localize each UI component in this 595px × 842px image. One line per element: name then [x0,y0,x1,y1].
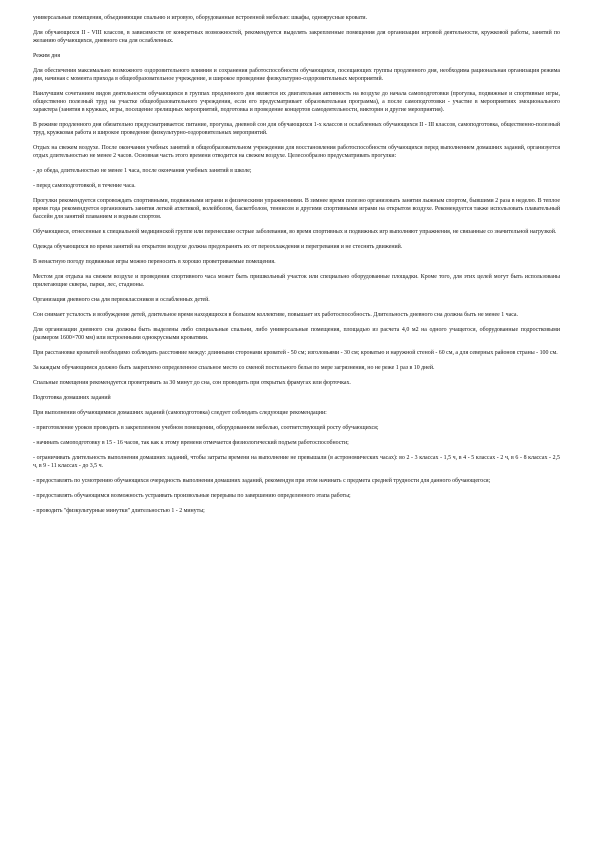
paragraph: Организация дневного сна для первоклассников и ослабленных детей. [33,297,210,303]
paragraph: Обучающиеся, отнесенные к специальной медицинской группе или перенесшие острые заболевания, во время спортивных и подвижных игр выполняют упражнения, не связанные со значительной нагрузкой. [33,229,557,235]
list-item: - предоставлять по усмотрению обучающихся очередность выполнения домашних заданий, рекомендуя при этом начинать с предмета средней трудности для данного обучающегося; [33,478,491,484]
paragraph: Спальные помещения рекомендуется проветривать за 30 минут до сна, сон проводить при открытых фрамугах или форточках. [33,380,351,386]
paragraph: Сон снимает усталость и возбуждение детей, длительное время находящихся в большом коллективе, повышает их работоспособность. Длительность дневного сна должна быть не менее 1 часа. [33,312,519,318]
list-item: - проводить "физкультурные минутки" длительностью 1 - 2 минуты; [33,508,205,514]
paragraph: Для организации дневного сна должны быть выделены либо специальные спальни, либо универсальные помещения, площадью из расчета 4,0 м2 на одного учащегося, оборудованные подростковыми (размером 1600×700 мм) или встроенными однокрусными кроватями. [33,327,560,341]
section-heading: Режим дня [33,53,61,59]
paragraph: Местом для отдыха на свежем воздухе и проведения спортивного часа может быть пришкольный участок или специально оборудованные площадки. Кроме того, для этих целей могут быть использованы прилегающие скверы, парки, лес, стадионы. [33,274,560,288]
list-item: - перед самоподготовкой, в течение часа. [33,183,136,189]
paragraph: Для обеспечения максимально возможного оздоровительного влияния и сохранения работоспособности обучающихся, посещающих группы продленного дня, необходима рациональная организация режима дня, начиная с момента прихода в общеобразовательное учреждение, и широкое проведение физкультурно-оздоровительных мероприятий. [33,68,560,82]
list-item: - ограничивать длительность выполнения домашних заданий, чтобы затраты времени на выполнение не превышали (в астрономических часах): во 2 - 3 классах - 1,5 ч, в 4 - 5 классах - 2 ч, в 6 - 8 классах - 2,5 ч, в 9 - 11 классах - до 3,5 ч. [33,455,560,469]
paragraph: Прогулки рекомендуется сопровождать спортивными, подвижными играми и физическими упражнениями. В зимнее время полезно организовать занятия лыжным спортом, бывшими 2 раза в неделю. В теплое время года рекомендуется организовать занятия легкой атлетикой, волейболом, баскетболом, теннисом и другими спортивными играми на открытом воздухе. Рекомендуется также использовать плавательный бассейн для занятий плаванием и водным спортом. [33,198,560,220]
paragraph: Одежда обучающихся во время занятий на открытом воздухе должна предохранять их от переохлаждения и перегревания и не стеснять движений. [33,244,403,250]
list-item: - приготовление уроков проводить в закрепленном учебном помещении, оборудованном мебелью, соответствующей росту обучающихся; [33,425,379,431]
paragraph: В режиме продленного дня обязательно предусматривается: питание, прогулка, дневной сон для обучающихся 1-х классов и ослабленных обучающихся II - III классов, самоподготовка, общественно-полезный труд, кружковая работа и широкое проведение физкультурно-оздоровительных мероприятий. [33,122,560,136]
list-item: - предоставлять обучающимся возможность устраивать произвольные перерывы по завершению определенного этапа работы; [33,493,351,499]
paragraph: При выполнении обучающимися домашних заданий (самоподготовка) следует соблюдать следующие рекомендации: [33,410,327,416]
list-item: - до обеда, длительностью не менее 1 часа, после окончания учебных занятий в школе; [33,168,252,174]
paragraph: В ненастную погоду подвижные игры можно переносить в хорошо проветриваемые помещения. [33,259,276,265]
paragraph: Для обучающихся II - VIII классов, в зависимости от конкретных возможностей, рекомендуется выделять закрепленные помещения для организации игровой деятельности, кружковой работы, занятий по желанию обучающихся, дневного сна для ослабленных. [33,30,560,44]
paragraph: Отдых на свежем воздухе. После окончания учебных занятий в общеобразовательном учреждении для восстановления работоспособности обучающихся перед выполнением домашних заданий, организуется отдых длительностью не менее 2 часов. Основная часть этого времени отводится на свежем воздухе. Целесообразно предусматривать прогулки: [33,145,560,159]
list-item: - начинать самоподготовку в 15 - 16 часов, так как к этому времени отмечается физиологический подъем работоспособности; [33,440,349,446]
paragraph: Наилучшим сочетанием видов деятельности обучающихся в группах продленного дня является их двигательная активность на воздухе до начала самоподготовки (прогулка, подвижные и спортивные игры, общественно полезный труд на участке общеобразовательного учреждения, если его предусматривает образовательная программа), а после самоподготовки - участие в мероприятиях эмоционального характера (занятия в кружках, игры, посещение зрелищных мероприятий, подготовка и проведение концертов самодеятельности, викторин и другие мероприятия). [33,91,560,113]
section-heading: Подготовка домашних заданий [33,395,111,401]
paragraph: За каждым обучающимся должно быть закреплено определенное спальное место со сменой постельного белья по мере загрязнения, но не реже 1 раз в 10 дней. [33,365,435,371]
paragraph: универсальные помещения, объединяющие спальню и игровую, оборудованные встроенной мебелью: шкафы, одноярусные кровати. [33,15,368,21]
paragraph: При расстановке кроватей необходимо соблюдать расстояние между: длинными сторонами кроватей - 50 см; изголовьями - 30 см; кроватью и наружной стеной - 60 см, а для северных районов страны - 100 см. [33,350,558,356]
